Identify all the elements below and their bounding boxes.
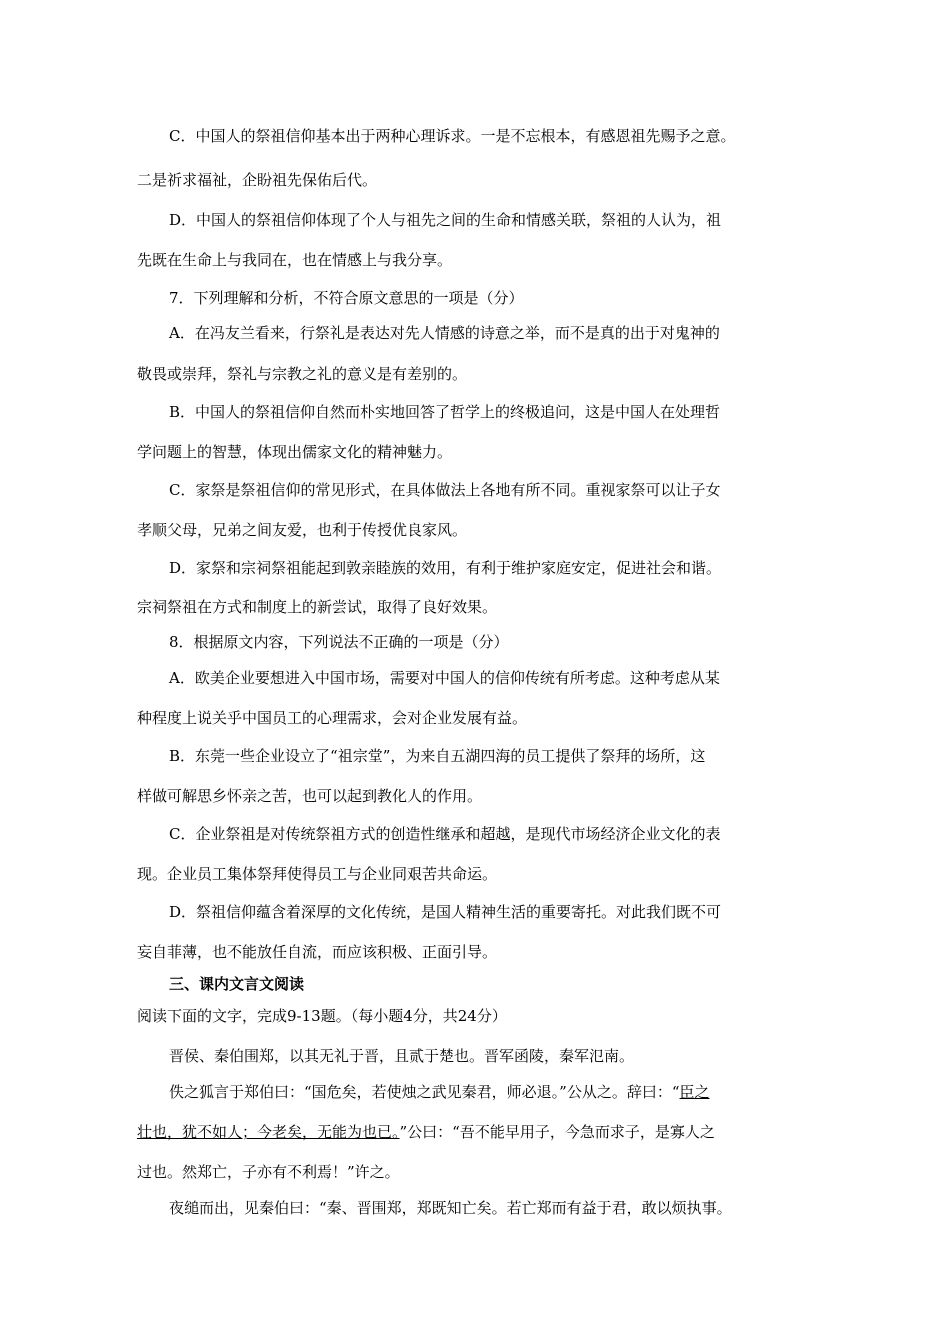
section-3-heading: 三、课内文言文阅读 bbox=[169, 975, 305, 993]
option-8b-line-1: B．东莞一些企业设立了“祖宗堂”，为来自五湖四海的员工提供了祭拜的场所，这 bbox=[169, 747, 706, 765]
option-7d-line-2: 宗祠祭祖在方式和制度上的新尝试，取得了良好效果。 bbox=[137, 598, 498, 616]
option-8b-line-2: 样做可解思乡怀亲之苦，也可以起到教化人的作用。 bbox=[137, 787, 483, 805]
option-7a-line-1: A．在冯友兰看来，行祭礼是表达对先人情感的诗意之举，而不是真的出于对鬼神的 bbox=[169, 324, 720, 342]
option-7a-line-2: 敬畏或崇拜，祭礼与宗教之礼的意义是有差别的。 bbox=[137, 365, 468, 383]
option-6c-line-1: C．中国人的祭祖信仰基本出于两种心理诉求。一是不忘根本，有感恩祖先赐予之意。 bbox=[169, 127, 736, 145]
classical-text-para-3: 夜缒而出，见秦伯曰：“秦、晋围郑，郑既知亡矣。若亡郑而有益于君，敢以烦执事。 bbox=[169, 1199, 732, 1217]
question-7-stem: 7．下列理解和分析，不符合原文意思的一项是（分） bbox=[169, 289, 524, 307]
option-8a-line-2: 种程度上说关乎中国员工的心理需求，会对企业发展有益。 bbox=[137, 709, 528, 727]
option-8d-line-1: D．祭祖信仰蕴含着深厚的文化传统，是国人精神生活的重要寄托。对此我们既不可 bbox=[169, 903, 722, 921]
option-8c-line-1: C．企业祭祖是对传统祭祖方式的创造性继承和超越，是现代市场经济企业文化的表 bbox=[169, 825, 721, 843]
option-8d-line-2: 妄自菲薄，也不能放任自流，而应该积极、正面引导。 bbox=[137, 943, 498, 961]
underlined-sentence-start: 臣之 bbox=[679, 1083, 710, 1101]
option-7c-line-2: 孝顺父母，兄弟之间友爱，也利于传授优良家风。 bbox=[137, 521, 468, 539]
option-8a-line-1: A．欧美企业要想进入中国市场，需要对中国人的信仰传统有所考虑。这种考虑从某 bbox=[169, 669, 720, 687]
option-7c-line-1: C．家祭是祭祖信仰的常见形式，在具体做法上各地有所不同。重视家祭可以让子女 bbox=[169, 481, 721, 499]
classical-text-para-2-line-2 bbox=[137, 1122, 827, 1142]
para-2-text-start: 佚之狐言于郑伯曰：“国危矣，若使烛之武见秦君，师必退。”公从之。辞曰：“ bbox=[169, 1083, 680, 1101]
option-6d-line-2: 先既在生命上与我同在，也在情感上与我分享。 bbox=[137, 251, 453, 269]
option-6c-line-2: 二是祈求福祉，企盼祖先保佑后代。 bbox=[137, 171, 378, 189]
para-2-text-continue: ”公曰：“吾不能早用子，今急而求子，是寡人之 bbox=[399, 1123, 715, 1141]
underlined-sentence-end: 壮也，犹不如人；今老矣，无能为也已。 bbox=[137, 1123, 400, 1141]
classical-text-para-2-line-3: 过也。然郑亡，子亦有不利焉！”许之。 bbox=[137, 1163, 400, 1181]
option-6d-line-1: D．中国人的祭祖信仰体现了个人与祖先之间的生命和情感关联，祭祖的人认为，祖 bbox=[169, 211, 722, 229]
option-7b-line-2: 学问题上的智慧，体现出儒家文化的精神魅力。 bbox=[137, 443, 453, 461]
reading-instruction: 阅读下面的文字，完成9-13题。（每小题4分，共24分） bbox=[137, 1007, 507, 1025]
option-8c-line-2: 现。企业员工集体祭拜使得员工与企业同艰苦共命运。 bbox=[137, 865, 498, 883]
option-7d-line-1: D．家祭和宗祠祭祖能起到敦亲睦族的效用，有利于维护家庭安定，促进社会和谐。 bbox=[169, 559, 722, 577]
classical-text-para-2-line-1 bbox=[169, 1082, 827, 1102]
question-8-stem: 8．根据原文内容，下列说法不正确的一项是（分） bbox=[169, 633, 509, 651]
classical-text-para-1: 晋侯、秦伯围郑，以其无礼于晋，且贰于楚也。晋军函陵，秦军氾南。 bbox=[169, 1047, 635, 1065]
option-7b-line-1: B．中国人的祭祖信仰自然而朴实地回答了哲学上的终极追问，这是中国人在处理哲 bbox=[169, 403, 721, 421]
